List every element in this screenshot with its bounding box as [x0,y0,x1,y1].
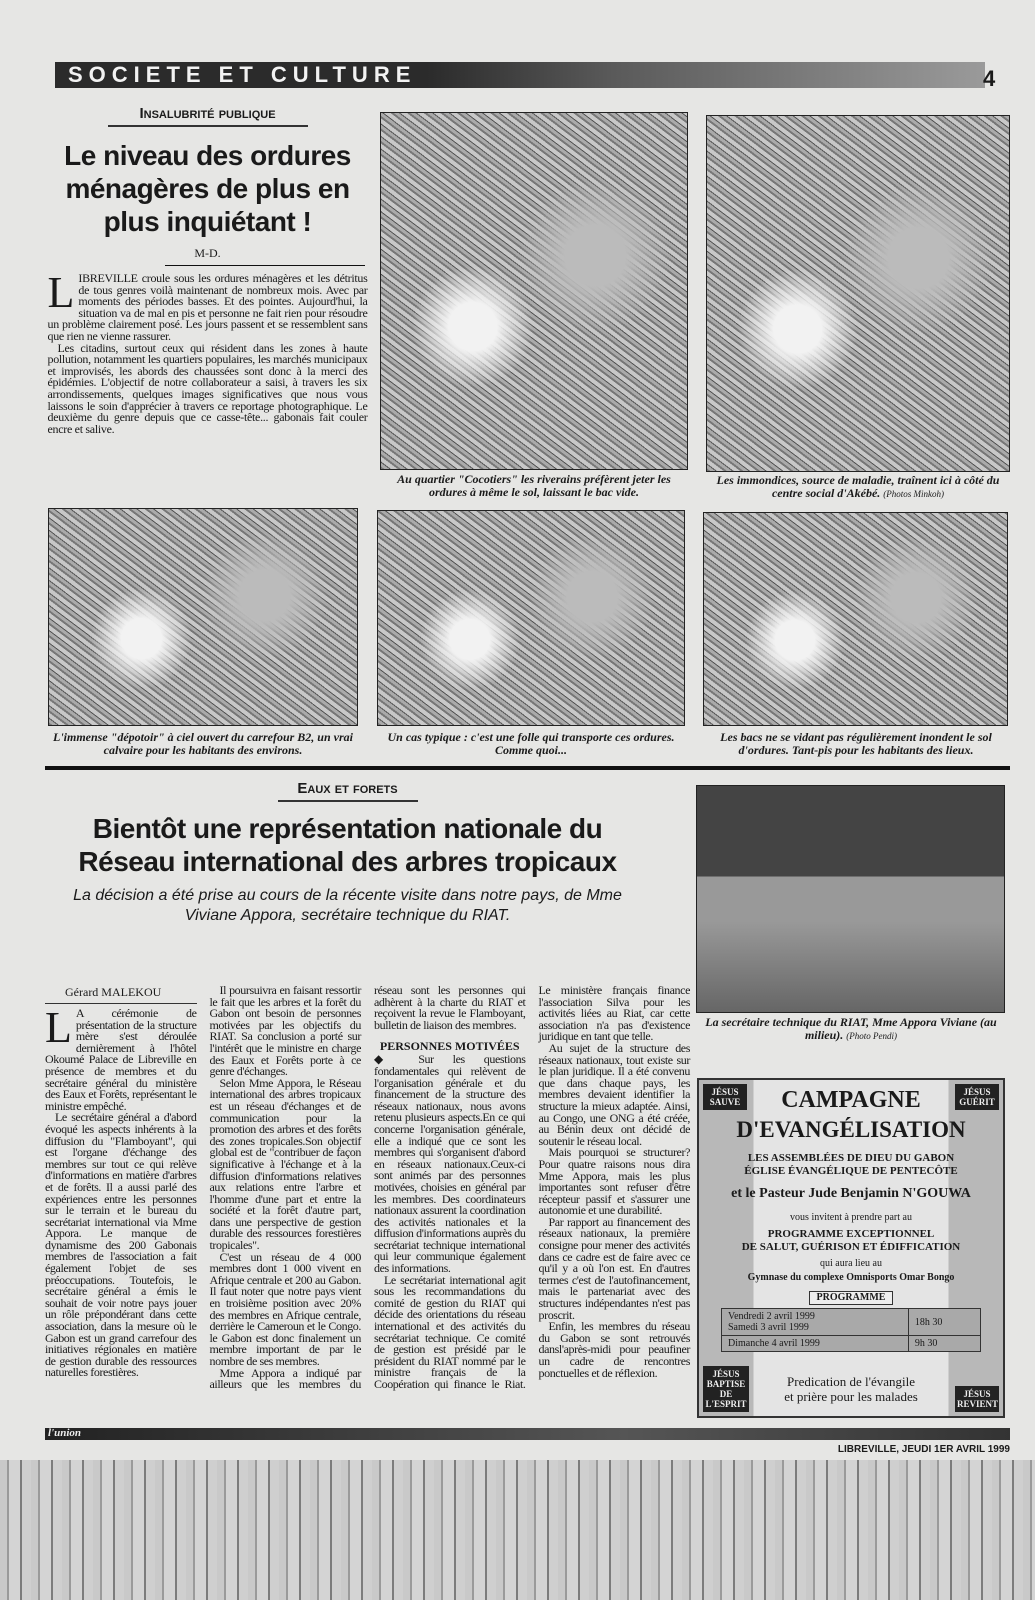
scan-background [0,1460,1035,1600]
ad-title: D'EVANGÉLISATION [736,1117,966,1142]
photo-akebe [706,115,1010,472]
article1-headline: Le niveau des ordures ménagères de plus en plus inquiétant ! [64,140,351,237]
paragraph: Mais pourquoi se structurer? Pour quatre raisons nous dira Mme Appora, mais les plus importantes sont refuser d'être récepteur passif et s'assurer une autonomie et une durabilité. [538,1145,690,1218]
ad-invite: vous invitent à prendre part au [790,1212,912,1223]
drop-cap: L [45,1003,72,1052]
newspaper-name: l'union [48,1427,82,1439]
evangelisation-ad [697,1078,1005,1418]
paragraph: ◆ Sur les questions fondamentales qui relèvent de l'organisation générale et du financement de la structure des réseaux nationaux, nous avons retenu plusieurs aspects.En ce qui concerne l'organisation générale, elle a indiqué que ce sont les membres qui s'organisent d'abord en réseaux nationaux.Ceux-ci sont animés par des personnes motivées, choisies en général par les membres. Des coordinateurs nationaux assurent la coordination des activités nationales et la diffusion d'informations auprès du secrétariat technique international qui leur communique également des informations. [374,1052,526,1276]
ad-footer: Predication de l'évangile [787,1374,915,1389]
paragraph: Enfin, les membres du réseau du Gabon se sont retrouvés dansl'après-midi pour peaufiner un cadre de rencontres ponctuelles et de réflexion. [538,1319,690,1380]
dateline: LIBREVILLE, JEUDI 1ER AVRIL 1999 [837,1444,1010,1455]
paragraph: Par rapport au financement des réseaux nationaux, la première consigne pour mener des activités dans ce cadre est de faire avec ce qu'il y a où l'on est. En d'autres termes c'est de l'autofinancement, mais le partenariat avec des structures indépendantes n'est pas proscrit. [538,1214,690,1322]
photo-riat-meeting [696,785,1005,1013]
paragraph: A cérémonie de présentation de la structure mère s'est déroulée dernièrement à l'hôtel Okoumé Palace de Libreville en présence de membres et du secrétaire général du ministère des Eaux et Forêts, représentant le ministre empêché. [45,1006,197,1113]
section-divider [45,766,1010,770]
article1-body [47,268,368,436]
article1 [45,105,370,435]
photo-bins [703,512,1008,726]
paragraph: Mme Appora a indiqué par ailleurs que les membres du réseau sont les personnes qui adhèrent à la charte du RIAT et reçoivent la revue le Flamboyant, bulletin de liaison des membres. [209,983,526,1392]
photo-caption: Les bacs ne se vidant pas régulièrement inondent le sol d'ordures. Tant-pis pour les habitants des lieux. [720,730,992,757]
article1-byline: M-D. [194,246,221,260]
paragraph: Au sujet de la structure des réseaux nationaux, tout existe sur le plan juridique. Il a été convenu que dans chaque pays, les membres devaient identifier la structure la mieux adaptée. Ainsi, au Congo, une ONG a été créée, au Bénin deux ont décidé de soutenir le réseau local. [538,1040,690,1148]
subheading: PERSONNES MOTIVÉES [379,1039,520,1054]
photo-caption: Un cas typique : c'est une folle qui transporte ces ordures. Comme quoi... [387,730,675,757]
ad-org: LES ASSEMBLÉES DE DIEU DU GABON [747,1152,955,1164]
paragraph: Le secrétaire général a d'abord évoqué les aspects inhérents à la diffusion du "Flamboyant", qui est l'organe d'échange des membres sur tout ce qui relève d'informations en matière d'arbres et de forêts. Il a aussi parlé des expériences entre les personnes sur le terrain et le bureau du secrétariat international via Mme Appora. Le manque de dynamisme des 200 Gabonais membres de l'association a fait également l'objet de ses préoccupations. Toutefois, le secrétaire général a émis le souhait de voir notre pays jouer un rôle prépondérant dans cette association, dans la mesure où le Gabon est un grand carrefour des initiatives régionales en matière de gestion durable des ressources naturelles forestières. [45,1110,197,1380]
ad-corner-label: JÉSUS BAPTISE DE L'ESPRIT [703,1366,749,1412]
schedule-dates: Vendredi 2 avril 1999 Samedi 3 avril 1999 [722,1309,909,1336]
footer-bar [45,1428,1010,1440]
paragraph: IBREVILLE croule sous les ordures ménagères et les détritus de tous genres voilà maintenant de nombreux mois. Avec par moments des périodes basses. Et des pointes. Aujourd'hui, la situation va de mal en pis et personne ne fait rien pour résoudre un problème clairement posé. Les jours passent et se ressemblent sans que rien ne vienne rassurer. [47,271,368,343]
caption-text: Les immondices, source de maladie, traînent ici à côté du centre social d'Akébé. [716,473,1000,500]
section-title: SOCIETE ET CULTURE [68,62,417,87]
photo-caption [692,1016,1010,1043]
article2-deck: La décision a été prise au cours de la récente visite dans notre pays, de Mme Viviane Appora, secrétaire technique du RIAT. [73,887,622,924]
article2-byline: Gérard MALEKOU [45,985,197,1004]
ad-corner-label: JÉSUS SAUVE [703,1084,747,1110]
ad-title: CAMPAGNE [781,1087,921,1113]
photo-credit: (Photos Minkoh) [883,489,945,499]
photo-caption [703,474,1013,501]
article2-headline: Bientôt une représentation nationale du Réseau international des arbres tropicaux [78,813,617,877]
photo-caption: Au quartier "Cocotiers" les riverains préfèrent jeter les ordures à même le sol, laissant le bac vide. [397,472,671,499]
drop-cap: L [47,268,75,317]
schedule-time: 18h 30 [908,1309,980,1336]
photo-caption: L'immense "dépotoir" à ciel ouvert du carrefour B2, un vrai calvaire pour les habitants des environs. [53,730,353,757]
ad-venue: Gymnase du complexe Omnisports Omar Bongo [747,1272,955,1283]
divider [165,265,365,266]
caption-text: La secrétaire technique du RIAT, Mme Appora Viviane (au milieu). [705,1015,997,1042]
paragraph: Il poursuivra en faisant ressortir le fait que les arbres et la forêt du Gabon ont besoin de personnes motivées par les objectifs du RIAT. Sa conclusion a porté sur l'intérêt que le ministre en charge des Eaux et Forêts porte à ce genre d'échanges. [209,983,361,1079]
article2-kicker: Eaux et forets [278,780,418,802]
schedule-time: 9h 30 [908,1336,980,1352]
schedule-dates: Dimanche 4 avril 1999 [722,1336,909,1352]
ad-corner-label: JÉSUS REVIENT [955,1386,999,1412]
photo-bridge [377,510,685,726]
ad-footer: et prière pour les malades [784,1389,918,1404]
ad-programme: DE SALUT, GUÉRISON ET ÉDIFFICATION [741,1241,961,1253]
ad-corner-label: JÉSUS GUÉRIT [955,1084,999,1110]
ad-org: ÉGLISE ÉVANGÉLIQUE DE PENTECÔTE [744,1165,958,1177]
photo-credit: (Photo Pendi) [846,1031,898,1041]
page-number: 4 [983,66,996,91]
paragraph: Le secrétariat international agit sous les recommandations du comité de gestion du RIAT qui décide des orientations du réseau international et des activités du secrétariat technique. Ce comité de gestion est présidé par le président du RIAT nommé par le ministre français de la Coopération qui finance le Riat. Le ministère français finance l'association Silva pour les activités liées au Riat, car cette association n'a pas d'existence juridique en tant que telle. [374,983,690,1391]
paragraph: C'est un réseau de 4 000 membres dont 1 000 vivent en Afrique centrale et 200 au Gabon. Il faut noter que notre pays vient en troisième position avec 20% des membres en Afrique centrale, derrière le Cameroun et le Congo. le Gabon est donc finalement un membre important de par le nombre de ses membres. [209,1249,361,1368]
ad-pastor: et le Pasteur Jude Benjamin N'GOUWA [731,1186,971,1201]
paragraph: Les citadins, surtout ceux qui résident dans les zones à haute pollution, notamment les quartiers populaires, les marchés municipaux et improvisés, les abords des chaussées sont donc à la merci des épidémies. L'objectif de notre collaborateur a saisi, à travers les six arrondissements, quelques images significatives que nous vous laissons le soin d'apprécier à travers ce reportage photographique. Le deuxième du genre depuis que ce casse-tête... gabonais fait couler encre et salive. [47,340,368,436]
ad-programme: PROGRAMME EXCEPTIONNEL [767,1228,935,1240]
paragraph: Selon Mme Appora, le Réseau international des arbres tropicaux est un réseau d'échanges et de communication pour la promotion des arbres et des forêts des zones tropicales.Son objectif global est de "contribuer de façon significative à l'échange et à la diffusion d'informations relatives aux relations entre l'arbre et l'homme d'une part et entre la société et la forêt d'autre part, dans une perspective de gestion durable des ressources forestières tropicales". [209,1075,361,1253]
programme-label: PROGRAMME [809,1291,893,1305]
ad-venue-intro: qui aura lieu au [820,1258,882,1269]
article2-body [45,985,690,1391]
schedule-table [721,1308,981,1352]
article2-header [45,780,650,926]
photo-cocotiers [380,112,688,470]
photo-carrefour-b2 [48,508,358,726]
article1-kicker: Insalubrité publique [108,105,308,127]
